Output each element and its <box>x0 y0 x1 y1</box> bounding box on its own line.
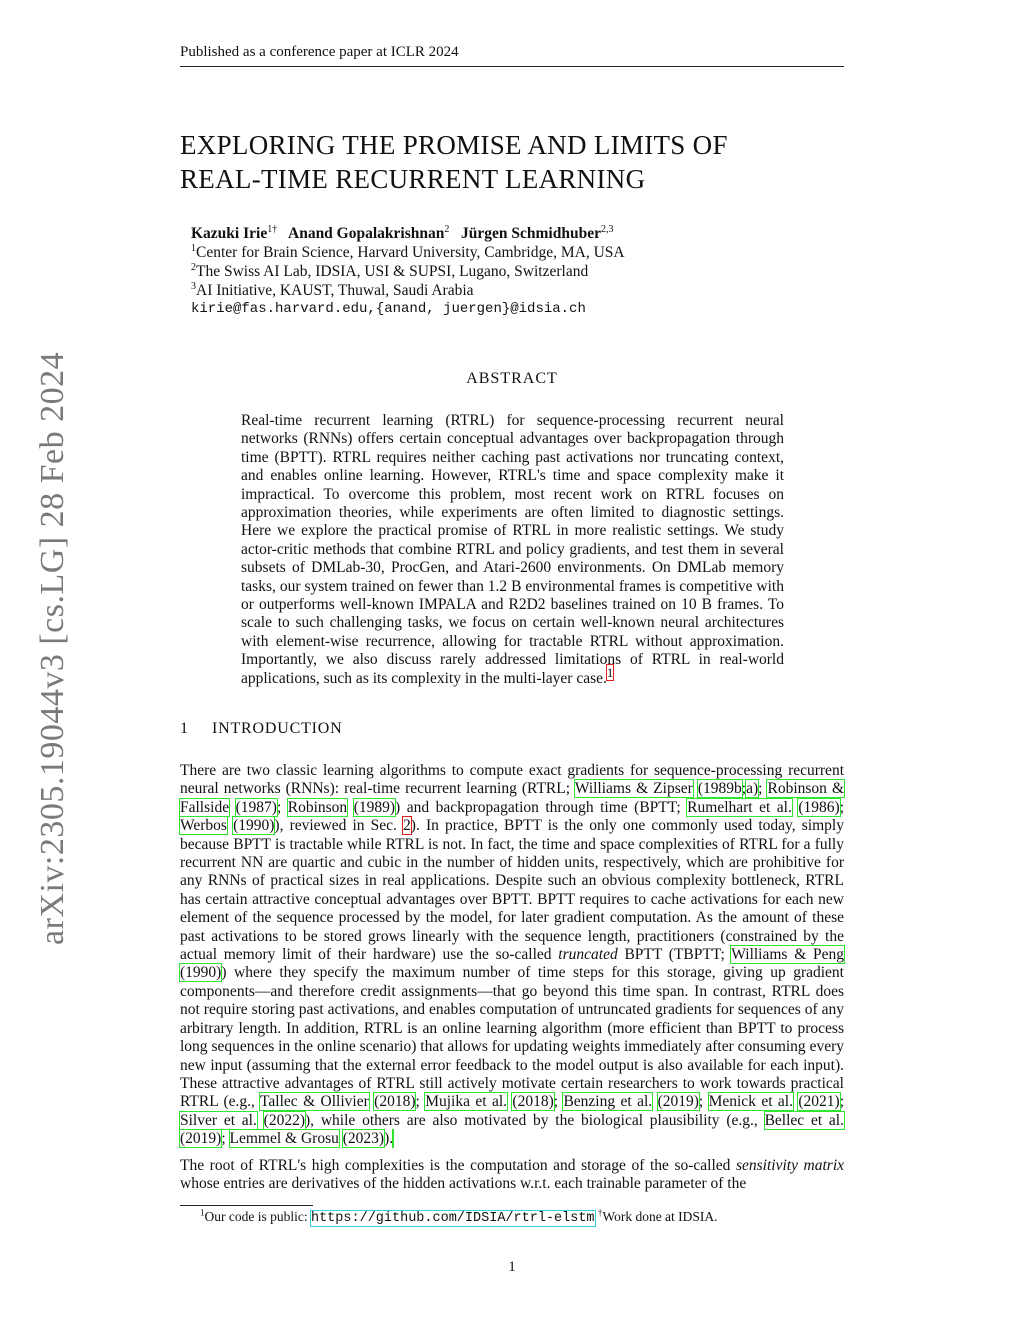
citation-link[interactable]: Werbos <box>180 817 227 835</box>
text-run: ; <box>276 798 288 816</box>
footnote-marker: 1 <box>200 1207 205 1218</box>
text-run: ; <box>839 1093 845 1111</box>
citation-link[interactable]: Williams & Peng <box>731 946 844 964</box>
citation-link[interactable]: (2021) <box>798 1093 840 1111</box>
footnote-marker-link[interactable]: 1 <box>606 664 614 680</box>
abstract-body: Real-time recurrent learning (RTRL) for sequence-processing recurrent neural networks (RNNs) offers certain conceptual advantages over backpropagation through time (BPTT). RTRL requires neither caching past activations nor truncating context, and enables online learning. However, RTRL's time and space complexity make it impractical. To overcome this problem, most recent work on RTRL focuses on approximation theories, while experiments are often limited to diagnostic settings. Here we explore the practical promise of RTRL in more realistic settings. We study actor-critic methods that combine RTRL and policy gradients, and test them in several subsets of DMLab-30, ProcGen, and Atari-2600 environments. On DMLab memory tasks, our system trained on fewer than 1.2 B environmental frames is competitive with or outperforms well-known IMPALA and R2D2 baselines trained on 10 B frames. To scale to such challenging tasks, we focus on certain well-known neural architectures with element-wise recurrence, allowing for tractable RTRL without approximation. Importantly, we also discuss rarely addressed limitations of RTRL in real-world applications, such as its complexity in the multi-layer case. <box>241 412 784 687</box>
footnote-prefix: Our code is public: <box>204 1209 311 1224</box>
citation-link[interactable]: (2019) <box>180 1130 222 1148</box>
intro-paragraph-2 <box>180 1157 844 1194</box>
citation-link[interactable]: Mujika et al. <box>425 1093 508 1111</box>
citation-link[interactable]: Rumelhart et al. <box>687 798 792 816</box>
citation-link[interactable]: (2023) <box>342 1130 385 1148</box>
citation-link[interactable]: Tallec & Ollivier <box>260 1093 369 1111</box>
abstract-heading: ABSTRACT <box>466 370 558 387</box>
affiliation-1 <box>191 243 625 262</box>
text-run: ), while others are also motivated by the biological plausibility (e.g., <box>305 1111 765 1129</box>
citation-link[interactable]: Williams & Zipser <box>574 780 693 798</box>
footnote <box>200 1209 718 1227</box>
affiliation-3-sup: 3 <box>191 280 196 292</box>
text-run: ; <box>221 1130 230 1148</box>
citation-link[interactable]: Bellec et al. <box>764 1111 844 1129</box>
citation-link[interactable]: (2019) <box>657 1093 699 1111</box>
citation-link[interactable]: Robinson & Fallside <box>180 780 845 816</box>
author-1-sup: 1† <box>267 223 278 235</box>
text-run: ). <box>384 1130 394 1148</box>
footnote-rule <box>180 1205 313 1206</box>
arxiv-stamp: arXiv:2305.19044v3 [cs.LG] 28 Feb 2024 <box>34 351 71 945</box>
text-run: whose entries are derivatives of the hidden activations w.r.t. each trainable parameter of the <box>180 1175 747 1193</box>
affiliation-2 <box>191 262 625 281</box>
text-run <box>257 1112 264 1129</box>
emphasis-sensitivity-matrix: sensitivity matrix <box>735 1157 845 1174</box>
text-run <box>229 799 236 816</box>
text-run: ), reviewed in Sec. <box>274 817 404 835</box>
citation-link[interactable]: (1989) <box>353 798 396 816</box>
emphasis-truncated: truncated <box>558 946 618 964</box>
text-run: ; <box>698 1093 709 1111</box>
affiliation-3 <box>191 281 625 300</box>
page-number: 1 <box>508 1259 516 1275</box>
citation-link[interactable]: (2018) <box>512 1093 554 1111</box>
text-run: ) and backpropagation through time (BPTT; <box>395 798 688 816</box>
code-url-link[interactable]: https://github.com/IDSIA/rtrl-elstm <box>310 1211 595 1226</box>
citation-link[interactable]: (1989b <box>697 780 742 798</box>
text-run: ; <box>553 1093 564 1111</box>
affiliation-1-sup: 1 <box>191 242 196 254</box>
citation-link[interactable]: (2022) <box>263 1111 305 1129</box>
citation-link[interactable]: (1990) <box>233 817 275 835</box>
author-2-sup: 2 <box>444 223 450 235</box>
title-line-1: EXPLORING THE PROMISE AND LIMITS OF <box>180 130 728 160</box>
intro-paragraph-1 <box>180 762 844 1149</box>
citation-link[interactable]: Lemmel & Grosu <box>229 1130 339 1148</box>
text-run: ; <box>758 780 768 798</box>
title-line-2: REAL-TIME RECURRENT LEARNING <box>180 164 646 194</box>
author-emails: kirie@fas.harvard.edu,{anand, juergen}@idsia.ch <box>191 301 586 317</box>
abstract-text <box>241 412 784 688</box>
header-rule <box>180 66 844 67</box>
citation-link[interactable]: (1986) <box>798 798 840 816</box>
citation-link[interactable]: Robinson <box>287 798 348 816</box>
section-number: 1 <box>180 720 189 737</box>
running-header: Published as a conference paper at ICLR 2024 <box>180 44 459 60</box>
text-run: ). In practice, BPTT is the only one commonly used today, simply because BPTT is tractable while RTRL is not. In fact, the time and space complexities of RTRL for a fully recurrent NN are quartic and cubic in the number of hidden units, respectively, which are prohibitive for any RNNs of practical sizes in real applications. Despite such an obvious complexity bottleneck, RTRL has certain attractive conceptual advantages over BPTT. BPTT requires to cache activations for each new element of the sequence processed by the model, for later gradient computation. As the amount of these past activations to be stored grows linearly with the sequence length, practitioners (constrained by the actual memory limit of their hardware) use the so-called <box>180 817 844 964</box>
paper-title <box>180 128 844 196</box>
text-run: ) where they specify the maximum number of time steps for this storage, giving up gradient components—and therefore credit assignments—that go beyond this time span. In contrast, RTRL does not require storing past activations, and enables computation of untruncated gradients for sequences of any arbitrary length. In addition, RTRL is an online learning algorithm (more efficient than BPTT to process long sequences in the online scenario) that allows for updating weights immediately after consuming every new input (assuming that the external error feedback to the model output is also available for each input). These attractive advantages of RTRL still actively motivate certain researchers to work towards practical RTRL (e.g., <box>180 964 844 1111</box>
author-3-sup: 2,3 <box>600 223 614 235</box>
affiliation-2-text: The Swiss AI Lab, IDSIA, USI & SUPSI, Lugano, Switzerland <box>196 263 589 280</box>
author-2: Anand Gopalakrishnan <box>288 225 445 242</box>
citation-link[interactable]: (2018) <box>374 1093 416 1111</box>
text-run <box>652 1093 657 1110</box>
citation-link[interactable]: a) <box>746 780 759 798</box>
section-title: INTRODUCTION <box>212 720 343 737</box>
citation-link[interactable]: Silver et al. <box>180 1111 257 1129</box>
text-run: The root of RTRL's high complexities is the computation and storage of the so-called <box>180 1157 736 1174</box>
citation-link[interactable]: Benzing et al. <box>563 1093 653 1111</box>
section-ref-link[interactable]: 2 <box>403 817 411 835</box>
text-run: BPTT (TBPTT; <box>617 946 732 964</box>
author-names <box>191 224 625 243</box>
citation-link[interactable]: (1990) <box>180 964 222 982</box>
author-3: Jürgen Schmidhuber <box>461 225 601 242</box>
text-run: ; <box>415 1093 426 1111</box>
text-run <box>347 799 354 816</box>
section-heading-introduction <box>180 720 342 738</box>
footnote-note: Work done at IDSIA. <box>602 1209 718 1224</box>
affiliation-3-text: AI Initiative, KAUST, Thuwal, Saudi Arabia <box>196 282 474 299</box>
text-run: ; <box>741 780 747 798</box>
text-run: There are two classic learning algorithms to compute exact gradients for sequence-processing recurrent neural networks (RNNs): real-time recurrent learning (RTRL; <box>180 762 844 798</box>
citation-link[interactable]: (1987) <box>235 798 277 816</box>
text-run: ; <box>839 798 845 816</box>
dagger-marker: † <box>597 1207 603 1218</box>
affiliation-2-sup: 2 <box>191 261 196 273</box>
citation-link[interactable]: Menick et al. <box>708 1093 793 1111</box>
affiliation-1-text: Center for Brain Science, Harvard University, Cambridge, MA, USA <box>196 244 625 261</box>
author-block <box>191 224 625 319</box>
author-1: Kazuki Irie <box>191 225 268 242</box>
